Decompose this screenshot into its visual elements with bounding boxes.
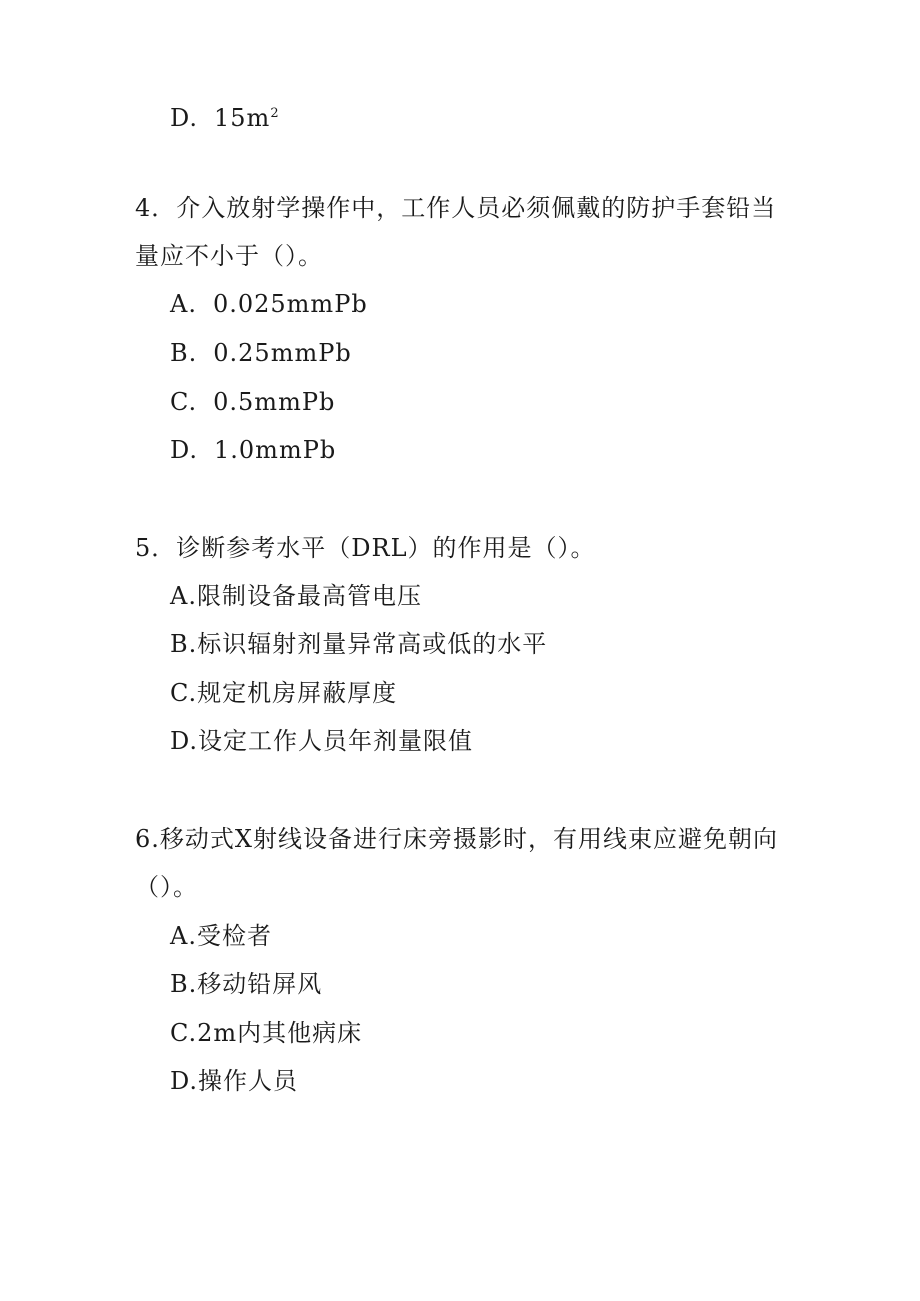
option-text: B.移动铅屏风: [170, 970, 323, 998]
option-text: C.2m内其他病床: [170, 1019, 363, 1047]
option-label: D.: [170, 436, 199, 464]
question-6-option-a: [170, 921, 272, 951]
option-text: C.规定机房屏蔽厚度: [170, 679, 398, 707]
question-5-option-d: [170, 726, 473, 756]
question-text: ．诊断参考水平（DRL）的作用是（）。: [151, 534, 596, 562]
question-6-line-1: [135, 824, 778, 854]
question-5-option-a: [170, 581, 422, 611]
question-6-option-d: [170, 1066, 298, 1096]
option-text: A.限制设备最高管电压: [170, 582, 422, 610]
question-6-line-2: [135, 872, 198, 902]
question-5-line-1: [135, 533, 596, 563]
question-4-line-2: [135, 241, 323, 271]
question-6-option-c: [170, 1018, 362, 1048]
option-text: D.操作人员: [170, 1067, 299, 1095]
option-text: D.设定工作人员年剂量限值: [170, 727, 474, 755]
option-text: A.受检者: [170, 922, 272, 950]
question-number: 5: [135, 534, 152, 562]
question-text: ．介入放射学操作中，工作人员必须佩戴的防护手套铅当: [151, 194, 777, 222]
question-5-option-c: [170, 678, 397, 708]
question-4-option-c: [170, 387, 335, 417]
option-text: 0.025mmPb: [212, 290, 368, 318]
option-text: B.标识辐射剂量异常高或低的水平: [170, 630, 548, 658]
option-superscript: 2: [270, 106, 280, 121]
option-label: C.: [170, 388, 198, 416]
question-4-option-d: [170, 435, 336, 465]
option-value: 15m: [214, 104, 271, 132]
question-text: 6.移动式X射线设备进行床旁摄影时，有用线束应避免朝向: [135, 825, 778, 853]
option-text: 0.5mmPb: [213, 388, 336, 416]
option-text: 1.0mmPb: [214, 436, 337, 464]
question-4-line-1: [135, 193, 776, 223]
question-5-option-b: [170, 629, 547, 659]
prev-option-d: [170, 103, 280, 133]
question-4-option-a: [170, 289, 368, 319]
question-text: 量应不小于（）。: [135, 242, 323, 270]
option-text: 0.25mmPb: [213, 339, 352, 367]
option-label: D.: [170, 104, 199, 132]
question-4-option-b: [170, 338, 352, 368]
question-6-option-b: [170, 969, 322, 999]
option-label: B.: [170, 339, 198, 367]
option-label: A.: [170, 290, 197, 318]
question-text: （）。: [135, 873, 198, 901]
question-number: 4: [135, 194, 152, 222]
